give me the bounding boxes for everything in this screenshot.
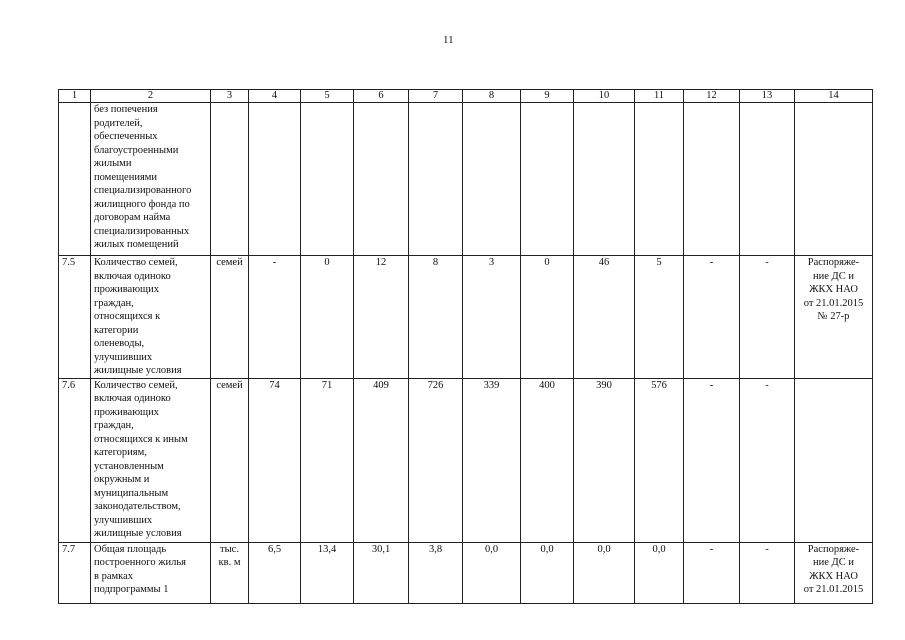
value-cell: 71 xyxy=(301,378,354,542)
value-cell xyxy=(635,103,684,256)
value-cell xyxy=(249,103,301,256)
value-cell: 0 xyxy=(521,256,574,379)
value-cell: 339 xyxy=(463,378,521,542)
value-cell xyxy=(521,103,574,256)
value-cell: 5 xyxy=(635,256,684,379)
value-cell: - xyxy=(740,542,795,603)
row-index: 7.6 xyxy=(59,378,91,542)
value-cell: 3,8 xyxy=(409,542,463,603)
value-cell xyxy=(463,103,521,256)
col-header-4: 4 xyxy=(249,90,301,103)
col-header-5: 5 xyxy=(301,90,354,103)
value-cell: 0,0 xyxy=(574,542,635,603)
value-cell: - xyxy=(684,256,740,379)
row-index xyxy=(59,103,91,256)
value-cell: 3 xyxy=(463,256,521,379)
col-header-9: 9 xyxy=(521,90,574,103)
table-row xyxy=(59,256,873,379)
value-cell xyxy=(574,103,635,256)
col-header-1: 1 xyxy=(59,90,91,103)
table-row xyxy=(59,103,873,256)
value-cell xyxy=(409,103,463,256)
value-cell: - xyxy=(740,378,795,542)
source-note xyxy=(795,103,873,256)
value-cell: 726 xyxy=(409,378,463,542)
col-header-3: 3 xyxy=(211,90,249,103)
row-index: 7.5 xyxy=(59,256,91,379)
col-header-2: 2 xyxy=(91,90,211,103)
col-header-10: 10 xyxy=(574,90,635,103)
table-row xyxy=(59,542,873,603)
value-cell: 0,0 xyxy=(635,542,684,603)
indicators-table xyxy=(58,89,873,604)
value-cell: 30,1 xyxy=(354,542,409,603)
value-cell: 8 xyxy=(409,256,463,379)
unit-cell xyxy=(211,103,249,256)
col-header-12: 12 xyxy=(684,90,740,103)
source-note: Распоряже- ние ДС и ЖКХ НАО от 21.01.2015 № 27-р xyxy=(795,256,873,379)
source-note xyxy=(795,378,873,542)
value-cell: 74 xyxy=(249,378,301,542)
col-header-8: 8 xyxy=(463,90,521,103)
value-cell: 0 xyxy=(301,256,354,379)
value-cell xyxy=(740,103,795,256)
page-number: 11 xyxy=(443,34,454,46)
value-cell: 576 xyxy=(635,378,684,542)
value-cell: 12 xyxy=(354,256,409,379)
value-cell: - xyxy=(249,256,301,379)
col-header-11: 11 xyxy=(635,90,684,103)
col-header-6: 6 xyxy=(354,90,409,103)
indicator-name: Количество семей, включая одиноко проживающих граждан, относящихся к категории оленеводы, улучшивших жилищные условия xyxy=(91,256,211,379)
value-cell xyxy=(684,103,740,256)
table-row xyxy=(59,378,873,542)
value-cell: - xyxy=(684,378,740,542)
col-header-13: 13 xyxy=(740,90,795,103)
col-header-14: 14 xyxy=(795,90,873,103)
value-cell: 0,0 xyxy=(463,542,521,603)
column-number-header-row xyxy=(59,90,873,103)
value-cell xyxy=(301,103,354,256)
unit-cell: семей xyxy=(211,256,249,379)
value-cell: - xyxy=(684,542,740,603)
value-cell: 390 xyxy=(574,378,635,542)
value-cell xyxy=(354,103,409,256)
value-cell: 6,5 xyxy=(249,542,301,603)
unit-cell: семей xyxy=(211,378,249,542)
value-cell: 400 xyxy=(521,378,574,542)
value-cell: 0,0 xyxy=(521,542,574,603)
indicator-name: без попечения родителей, обеспеченных благоустроенными жилыми помещениями специализированного жилищного фонда по договорам найма специализированных жилых помещений xyxy=(91,103,211,256)
value-cell: - xyxy=(740,256,795,379)
col-header-7: 7 xyxy=(409,90,463,103)
value-cell: 13,4 xyxy=(301,542,354,603)
row-index: 7.7 xyxy=(59,542,91,603)
indicator-name: Общая площадь построенного жилья в рамках подпрограммы 1 xyxy=(91,542,211,603)
value-cell: 46 xyxy=(574,256,635,379)
value-cell: 409 xyxy=(354,378,409,542)
source-note: Распоряже- ние ДС и ЖКХ НАО от 21.01.2015 xyxy=(795,542,873,603)
indicator-name: Количество семей, включая одиноко проживающих граждан, относящихся к иным категориям, установленным окружным и муниципальным законодательством, улучшивших жилищные условия xyxy=(91,378,211,542)
unit-cell: тыс. кв. м xyxy=(211,542,249,603)
